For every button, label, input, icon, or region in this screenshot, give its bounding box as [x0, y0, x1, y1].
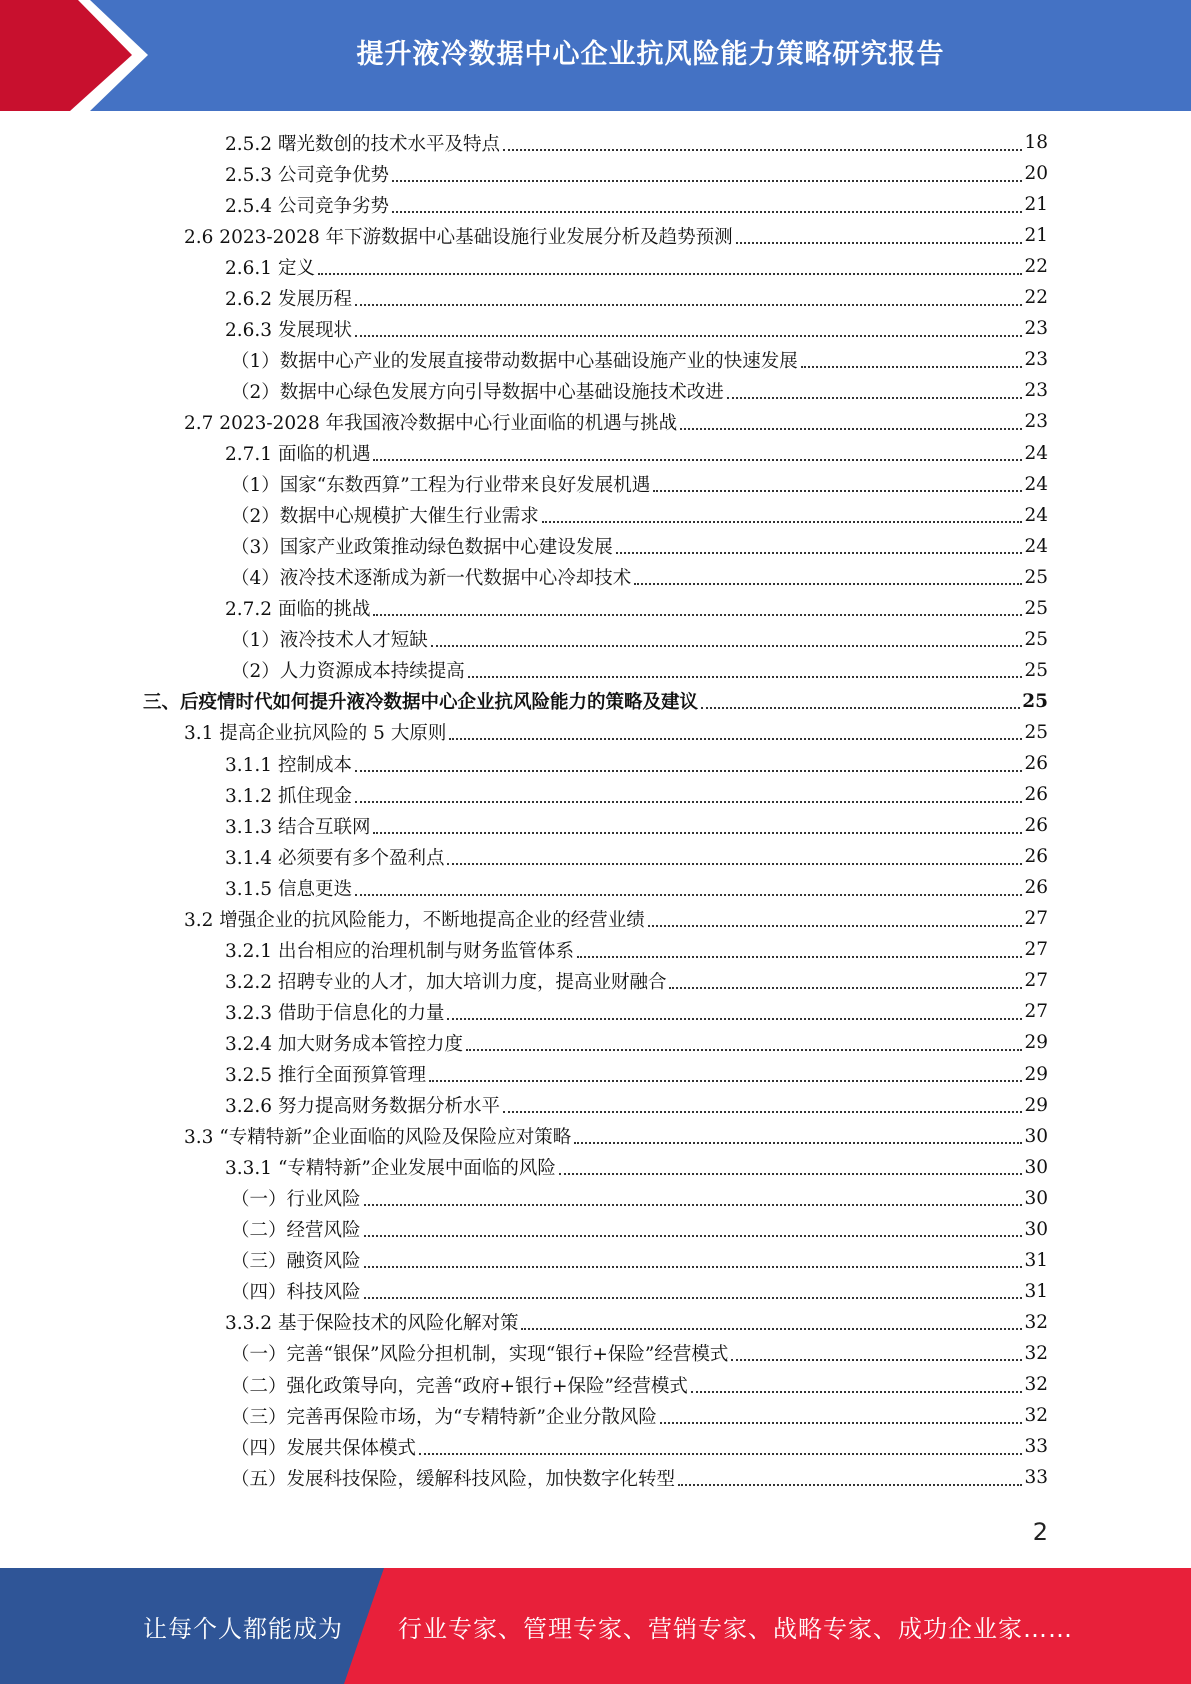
toc-entry-title: 3.1.2 抓住现金 [225, 785, 352, 807]
toc-entry[interactable] [231, 1338, 1048, 1369]
toc-entry-page: 20 [1024, 163, 1048, 185]
toc-entry-title: （1）液冷技术人才短缺 [231, 630, 428, 652]
toc-entry[interactable] [231, 562, 1048, 593]
toc-entry-page: 29 [1024, 1094, 1048, 1116]
toc-dot-leader [542, 521, 1023, 523]
toc-entry-title: （4）液冷技术逐渐成为新一代数据中心冷却技术 [231, 568, 632, 590]
toc-entry-title: 3.2 增强企业的抗风险能力，不断地提高企业的经营业绩 [184, 909, 645, 931]
toc-entry-page: 23 [1024, 380, 1048, 402]
toc-dot-leader [429, 1080, 1022, 1082]
toc-entry-title: 3.1.5 信息更迭 [225, 878, 352, 900]
toc-entry-page: 21 [1024, 225, 1048, 247]
toc-entry-page: 23 [1024, 349, 1048, 371]
toc-entry[interactable] [225, 1307, 1048, 1338]
toc-dot-leader [318, 273, 1023, 275]
page-header [0, 0, 1191, 111]
toc-entry[interactable] [231, 624, 1048, 655]
toc-entry-title: 三、后疫情时代如何提升液冷数据中心企业抗风险能力的策略及建议 [143, 692, 699, 714]
toc-entry-title: 3.2.1 出台相应的治理机制与财务监管体系 [225, 940, 574, 962]
toc-entry-page: 26 [1024, 815, 1048, 837]
toc-entry-title: （一）行业风险 [231, 1189, 361, 1211]
toc-entry-title: （四）发展共保体模式 [231, 1437, 417, 1459]
toc-entry-page: 29 [1024, 1063, 1048, 1085]
toc-entry-title: 2.5.4 公司竞争劣势 [225, 195, 389, 217]
toc-dot-leader [660, 1422, 1023, 1424]
toc-entry[interactable] [231, 1369, 1048, 1400]
toc-entry-page: 25 [1024, 566, 1048, 588]
toc-entry-title: （三）完善再保险市场，为“专精特新”企业分散风险 [231, 1406, 657, 1428]
toc-entry[interactable] [225, 934, 1048, 965]
toc-entry-title: 3.3.2 基于保险技术的风险化解对策 [225, 1313, 519, 1335]
toc-entry-title: 2.7.2 面临的挑战 [225, 599, 371, 621]
toc-entry[interactable] [225, 127, 1048, 158]
toc-entry-title: 2.5.2 曙光数创的技术水平及特点 [225, 133, 500, 155]
toc-entry-title: 2.6.1 定义 [225, 257, 315, 279]
toc-dot-leader [449, 738, 1022, 740]
toc-entry[interactable] [231, 1400, 1048, 1431]
toc-entry[interactable] [184, 1121, 1048, 1152]
toc-dot-leader [355, 335, 1023, 337]
toc-entry[interactable] [225, 779, 1048, 810]
toc-entry[interactable] [225, 189, 1048, 220]
toc-entry-title: （2）人力资源成本持续提高 [231, 661, 465, 683]
toc-dot-leader [521, 1328, 1022, 1330]
toc-entry[interactable] [231, 1431, 1048, 1462]
toc-dot-leader [648, 925, 1023, 927]
toc-entry-title: 3.2.6 努力提高财务数据分析水平 [225, 1096, 500, 1118]
toc-entry[interactable] [225, 1152, 1048, 1183]
toc-entry-page: 33 [1024, 1436, 1048, 1458]
toc-entry-title: 3.2.5 推行全面预算管理 [225, 1065, 426, 1086]
toc-dot-leader [373, 459, 1022, 461]
toc-entry[interactable] [231, 531, 1048, 562]
toc-dot-leader [419, 1453, 1022, 1455]
toc-dot-leader [364, 1266, 1023, 1268]
toc-entry[interactable] [225, 996, 1048, 1027]
toc-entry-page: 24 [1024, 504, 1048, 526]
toc-entry-page: 25 [1024, 659, 1048, 681]
toc-dot-leader [653, 490, 1022, 492]
toc-entry-title: 3.1.4 必须要有多个盈利点 [225, 847, 445, 869]
toc-entry-page: 30 [1024, 1218, 1048, 1240]
toc-dot-leader [616, 552, 1023, 554]
toc-entry-page: 30 [1024, 1125, 1048, 1147]
toc-entry-page: 24 [1024, 535, 1048, 557]
toc-dot-leader [503, 1111, 1022, 1113]
toc-dot-leader [355, 894, 1023, 896]
toc-entry-page: 27 [1024, 970, 1048, 992]
toc-dot-leader [634, 583, 1022, 585]
toc-entry[interactable] [231, 1183, 1048, 1214]
toc-dot-leader [373, 832, 1022, 834]
toc-entry[interactable] [225, 313, 1048, 344]
toc-entry-title: 3.1.3 结合互联网 [225, 816, 371, 838]
toc-entry[interactable] [231, 1214, 1048, 1245]
toc-dot-leader [392, 211, 1022, 213]
toc-entry-page: 30 [1024, 1156, 1048, 1178]
toc-dot-leader [355, 770, 1023, 772]
toc-dot-leader [701, 707, 1020, 709]
toc-entry-page: 25 [1024, 721, 1048, 743]
toc-dot-leader [727, 397, 1023, 399]
toc-entry-title: 3.1.1 控制成本 [225, 754, 352, 776]
toc-entry-page: 32 [1024, 1405, 1048, 1427]
toc-entry[interactable] [225, 965, 1048, 996]
toc-entry[interactable] [225, 251, 1048, 282]
toc-entry[interactable] [225, 748, 1048, 779]
toc-entry-page: 32 [1024, 1342, 1048, 1364]
toc-entry-page: 24 [1024, 473, 1048, 495]
toc-entry-title: 3.1 提高企业抗风险的 5 大原则 [184, 723, 447, 745]
toc-entry-title: （一）完善“银保”风险分担机制，实现“银行+保险”经营模式 [231, 1344, 729, 1366]
toc-entry-title: （3）国家产业政策推动绿色数据中心建设发展 [231, 537, 613, 559]
toc-entry-title: （二）经营风险 [231, 1220, 361, 1242]
toc-entry[interactable] [143, 686, 1048, 717]
toc-entry[interactable] [225, 1090, 1048, 1121]
toc-entry-title: （1）国家“东数西算”工程为行业带来良好发展机遇 [231, 475, 651, 497]
header-arrow-decoration [0, 0, 160, 111]
toc-entry-title: （四）科技风险 [231, 1282, 361, 1304]
toc-entry-page: 23 [1024, 411, 1048, 433]
toc-entry[interactable] [231, 344, 1048, 375]
toc-entry[interactable] [231, 1462, 1048, 1493]
toc-entry-page: 26 [1024, 846, 1048, 868]
toc-entry[interactable] [184, 717, 1048, 748]
toc-entry-page: 24 [1024, 442, 1048, 464]
toc-dot-leader [466, 1049, 1022, 1051]
toc-entry-title: 2.6.2 发展历程 [225, 288, 352, 310]
toc-entry[interactable] [225, 872, 1048, 903]
toc-dot-leader [669, 987, 1022, 989]
toc-entry[interactable] [184, 220, 1048, 251]
toc-dot-leader [355, 304, 1023, 306]
toc-entry-title: （1）数据中心产业的发展直接带动数据中心基础设施产业的快速发展 [231, 350, 798, 372]
toc-entry-title: 3.2.4 加大财务成本管控力度 [225, 1033, 463, 1055]
toc-dot-leader [678, 1484, 1022, 1486]
toc-entry[interactable] [225, 1027, 1048, 1058]
toc-dot-leader [364, 1204, 1023, 1206]
toc-entry[interactable] [231, 655, 1048, 686]
toc-entry-page: 31 [1024, 1249, 1048, 1271]
toc-entry[interactable] [231, 375, 1048, 406]
toc-entry[interactable] [225, 282, 1048, 313]
toc-entry-page: 18 [1024, 132, 1048, 153]
toc-entry[interactable] [225, 1059, 1048, 1090]
footer-slogan-left: 让每个人都能成为 [143, 1614, 343, 1643]
toc-entry-title: （2）数据中心规模扩大催生行业需求 [231, 506, 539, 528]
toc-entry-title: 3.3 “专精特新”企业面临的风险及保险应对策略 [184, 1127, 572, 1149]
toc-entry-page: 26 [1024, 753, 1048, 774]
toc-entry[interactable] [231, 1276, 1048, 1307]
toc-dot-leader [801, 366, 1023, 368]
toc-entry-title: 2.6 2023-2028 年下游数据中心基础设施行业发展分析及趋势预测 [184, 226, 733, 248]
toc-dot-leader [355, 801, 1023, 803]
toc-entry-page: 30 [1024, 1187, 1048, 1209]
toc-entry[interactable] [231, 1245, 1048, 1276]
toc-entry-title: 2.6.3 发展现状 [225, 319, 352, 341]
toc-entry-page: 25 [1024, 597, 1048, 619]
toc-entry-page: 32 [1024, 1311, 1048, 1333]
toc-dot-leader [364, 1235, 1023, 1237]
toc-entry-page: 32 [1024, 1374, 1048, 1395]
toc-entry-page: 25 [1022, 690, 1048, 712]
toc-entry-page: 25 [1024, 628, 1048, 650]
toc-entry-page: 23 [1024, 318, 1048, 340]
toc-dot-leader [392, 180, 1022, 182]
toc-entry-title: 2.5.3 公司竞争优势 [225, 164, 389, 186]
toc-entry-page: 22 [1024, 287, 1048, 309]
toc-entry-page: 29 [1024, 1032, 1048, 1054]
page-number: 2 [1032, 1518, 1048, 1546]
toc-dot-leader [574, 1142, 1022, 1144]
toc-dot-leader [468, 676, 1023, 678]
toc-entry[interactable] [225, 438, 1048, 469]
toc-entry-page: 31 [1024, 1280, 1048, 1302]
toc-dot-leader [447, 1018, 1022, 1020]
toc-entry-title: （三）融资风险 [231, 1251, 361, 1273]
toc-dot-leader [447, 863, 1022, 865]
toc-entry[interactable] [225, 158, 1048, 189]
toc-entry-title: （二）强化政策导向，完善“政府+银行+保险”经营模式 [231, 1375, 688, 1397]
toc-dot-leader [736, 242, 1023, 244]
toc-entry[interactable] [231, 469, 1048, 500]
toc-entry[interactable] [225, 593, 1048, 624]
toc-entry-page: 27 [1024, 1001, 1048, 1023]
toc-dot-leader [431, 645, 1023, 647]
footer-slogan-right: 行业专家、管理专家、营销专家、战略专家、成功企业家…… [398, 1614, 1073, 1643]
toc-entry-title: 3.3.1 “专精特新”企业发展中面临的风险 [225, 1158, 556, 1180]
page-footer [0, 1568, 1191, 1684]
toc-entry-title: （五）发展科技保险，缓解科技风险，加快数字化转型 [231, 1468, 676, 1490]
toc-entry[interactable] [184, 903, 1048, 934]
toc-entry-page: 21 [1024, 194, 1048, 216]
toc-dot-leader [731, 1359, 1022, 1361]
toc-entry[interactable] [225, 810, 1048, 841]
toc-entry-page: 22 [1024, 256, 1048, 278]
toc-dot-leader [364, 1297, 1023, 1299]
toc-dot-leader [373, 614, 1022, 616]
toc-dot-leader [559, 1173, 1023, 1175]
toc-entry-title: 3.2.2 招聘专业的人才，加大培训力度，提高业财融合 [225, 971, 667, 993]
toc-entry[interactable] [231, 500, 1048, 531]
toc-entry-page: 27 [1024, 939, 1048, 961]
toc-entry[interactable] [184, 406, 1048, 437]
toc-dot-leader [680, 428, 1022, 430]
toc-entry-title: 2.7.1 面临的机遇 [225, 444, 371, 465]
toc-entry-page: 33 [1024, 1467, 1048, 1489]
toc-dot-leader [691, 1391, 1023, 1393]
toc-entry-title: （2）数据中心绿色发展方向引导数据中心基础设施技术改进 [231, 381, 724, 403]
toc-entry-page: 27 [1024, 908, 1048, 930]
toc-entry-page: 26 [1024, 877, 1048, 899]
toc-dot-leader [577, 956, 1022, 958]
toc-entry-page: 26 [1024, 784, 1048, 806]
toc-entry-title: 2.7 2023-2028 年我国液冷数据中心行业面临的机遇与挑战 [184, 412, 678, 434]
toc-dot-leader [503, 149, 1022, 151]
toc-entry[interactable] [225, 841, 1048, 872]
document-title: 提升液冷数据中心企业抗风险能力策略研究报告 [356, 38, 945, 70]
toc-entry-title: 3.2.3 借助于信息化的力量 [225, 1002, 445, 1024]
